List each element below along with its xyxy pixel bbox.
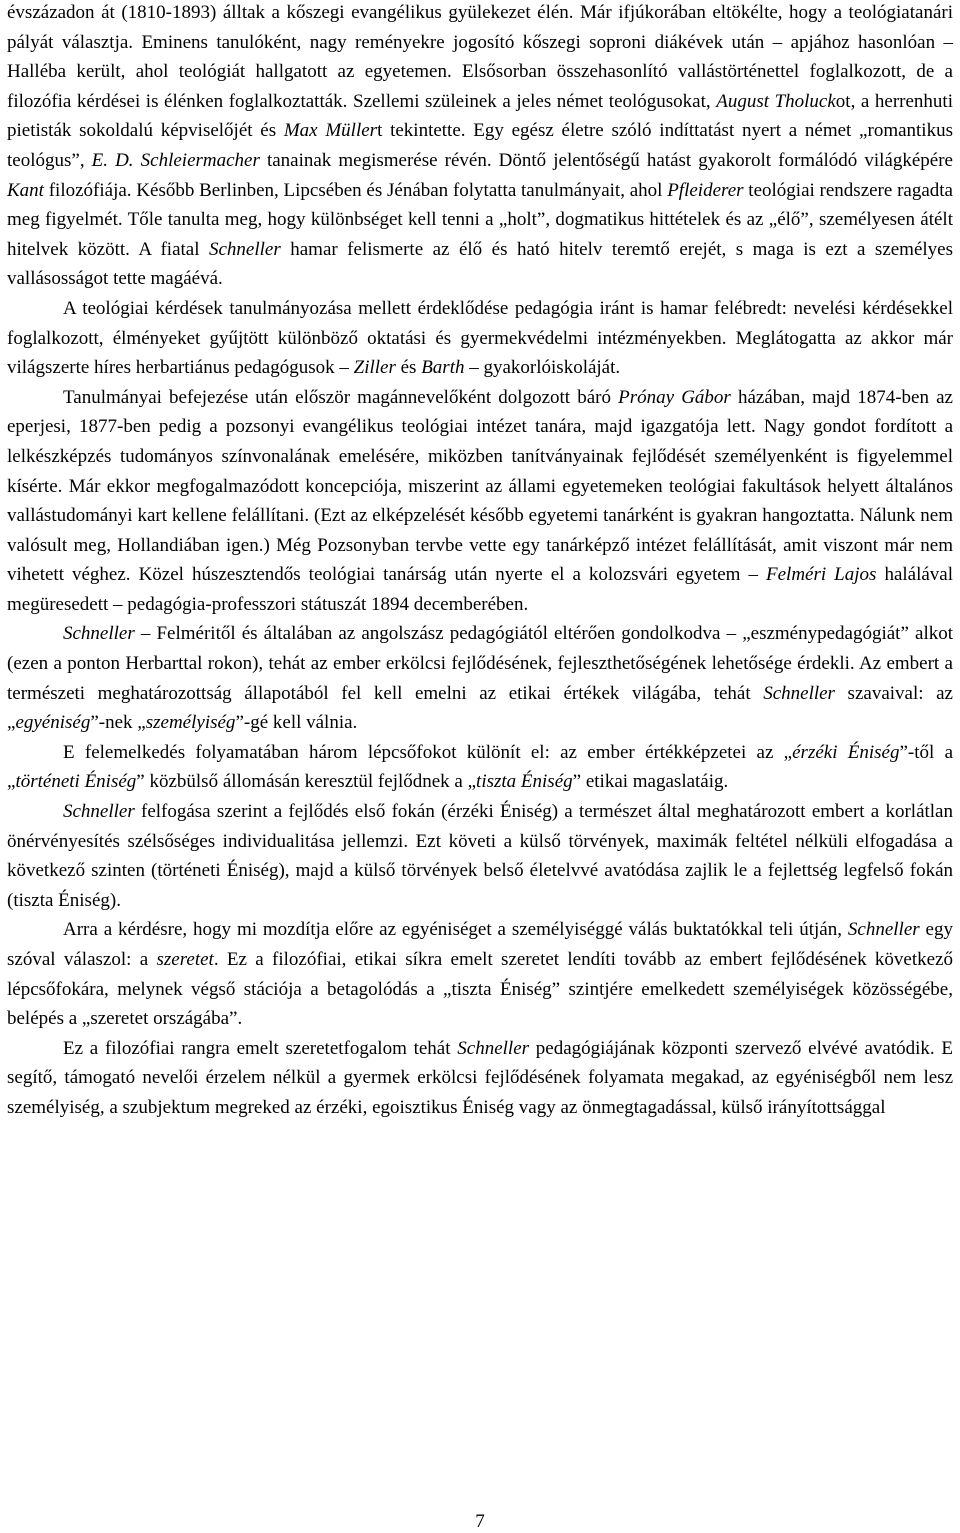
text-run: halálával megüresedett – pedagógia-professzori státuszát 1894 decemberében. — [7, 564, 954, 615]
italic-text: Kant — [7, 179, 44, 201]
text-run: Ez a filozófiai rangra emelt szeretetfogalom tehát — [63, 1037, 458, 1059]
text-run: ”-től a „ — [7, 741, 954, 793]
text-run: pedagógiájának központi szervező elvévé avatódik. E segítő, támogató nevelői érzelem nélkül a gyermek erkölcsi fejlődésének folyamata megakad, az egyéniségből nem lesz személyiség, a szubjektum megreked az érzéki, egoisztikus Éniség vagy az önmegtagadással, külső irányítottsággal — [7, 1037, 953, 1118]
text-run: filozófiája. Később Berlinben, Lipcsében és Jénában folytatta tanulmányait, ahol — [43, 179, 668, 201]
text-run: tanainak megismerése révén. Döntő jelentőségű hatást gyakorolt formálódó világképére — [259, 149, 953, 171]
text-run: ”-nek „ — [90, 712, 146, 734]
italic-text: Max Müller — [283, 120, 378, 142]
text-run: Arra a kérdésre, hogy mi mozdítja előre az egyéniséget a személyiséggé válás buktatókkal teli útján, — [63, 919, 848, 941]
text-run: t tekintette. Egy egész életre szóló indíttatást nyert a német „romantikus teológus”, — [7, 120, 953, 171]
paragraph — [7, 738, 953, 797]
italic-text: Schneller — [763, 682, 835, 704]
text-run: házában, majd 1874-ben az eperjesi, 1877-ben pedig a pozsonyi evangélikus teológiai intézet tanára, majd igazgatója lett. Nagy gondot fordított a lelkészképzés tudományos színvonalának emelésére, miközben tanítványainak fejlődését személyenként is figyelemmel kísérte. Már ekkor megfogalmazódott koncepciója, miszerint az állami egyetemeken teológiai fakultások helyett általános vallástudományi kart kellene felállítani. (Ezt az elképzelését később egyetemi tanárként is gyakran hangoztatta. Nálunk nem valósult meg, Hollandiában igen.) Még Pozsonyban tervbe vette egy tanárképző intézet felállítását, amit viszont már nem vihetett véghez. Közel húszesztendős teológiai tanárság után nyerte el a kolozsvári egyetem – — [7, 386, 953, 586]
italic-text: szeretet — [156, 949, 214, 970]
text-run: ” közbülső állomásán keresztül fejlődnek a „ — [136, 771, 477, 793]
italic-text: E. D. Schleiermacher — [91, 149, 260, 171]
italic-text: történeti Éniség — [15, 771, 137, 793]
text-run: teológiai rendszere ragadta meg figyelmét. Tőle tanulta meg, hogy különbséget kell tenni a „holt”, dogmatikus hittételek és az „élő”, személyesen átélt hitelvek között. A fiatal — [7, 179, 953, 260]
italic-text: Schneller — [457, 1037, 530, 1059]
text-run: . Ez a filozófiai, etikai síkra emelt szeretet lendíti tovább az embert fejlődésének következő lépcsőfokára, melynek végső stációja a betagolódás a „tiszta Éniség” szintjére emelkedett személyiségek közösségébe, belépés a „szeretet országába”. — [7, 949, 953, 1030]
italic-text: Prónay Gábor — [618, 386, 731, 408]
paragraph — [7, 0, 953, 294]
text-run: hamar felismerte az élő és ható hitelv teremtő erejét, s maga is ezt a személyes vallásosságot tette magáévá. — [7, 238, 954, 290]
text-run: – Felméritől és általában az angolszász pedagógiától eltérően gondolkodva – „eszménypedagógiát” alkot (ezen a ponton Herbarttal rokon), tehát az ember erkölcsi fejlődésének, fejleszthetőségének lehetősége érdekli. Az embert a természeti meghatározottság állapotából fel kell emelni az etikai értékek világába, tehát — [7, 623, 953, 704]
paragraph — [7, 383, 953, 620]
text-run: Tanulmányai befejezése után először magánnevelőként dolgozott báró — [63, 386, 619, 408]
text-run: ”-gé kell válnia. — [235, 712, 358, 734]
paragraph — [7, 294, 953, 383]
text-run: E felemelkedés folyamatában három lépcsőfokot különít el: az ember értékképzetei az „ — [63, 741, 793, 763]
page-number: 7 — [475, 1511, 485, 1532]
italic-text: Schneller — [847, 919, 920, 941]
italic-text: Ziller — [353, 357, 396, 379]
text-run: felfogása szerint a fejlődés első fokán (érzéki Éniség) a természet által meghatározott embert a korlátlan önérvényesítés szélsőséges individualitása jellemzi. Ezt követi a külső törvények, maximák feltétel nélküli elfogadása a következő szinten (történeti Éniség), majd a külső törvények belső életelvvé avatódása zajlik le a fejlettség legfelső fokán (tiszta Éniség). — [7, 801, 953, 911]
italic-text: egyéniség — [15, 712, 91, 734]
text-run: egy szóval válaszol: a — [7, 919, 953, 970]
italic-text: Schneller — [63, 623, 135, 645]
text-run: – gyakorlóiskoláját. — [464, 357, 621, 379]
paragraph — [7, 915, 953, 1033]
body-text — [7, 0, 953, 1123]
text-run: évszázadon át (1810-1893) álltak a kőszegi evangélikus gyülekezet élén. Már ifjúkorában eltökélte, hogy a teológiatanári pályát választja. Eminens tanulóként, nagy reményekre jogosító kőszegi soproni diákévek után – apjához hasonlóan – Halléba került, ahol teológiát hallgatott az egyetemen. Elsősorban összehasonlító vallástörténettel foglalkozott, de a filozófia kérdései is élénken foglalkoztatták. Szellemi szüleinek a jeles német teológusokat, — [7, 2, 953, 112]
text-run: A teológiai kérdések tanulmányozása mellett érdeklődése pedagógia iránt is hamar felébredt: nevelési kérdésekkel foglalkozott, élményeket gyűjtött különböző oktatási és gyermekvédelmi intézményekben. Meglátogatta az akkor már világszerte híres herbartiánus pedagógusok – — [7, 297, 953, 379]
text-run: szavaival: az „ — [7, 682, 953, 734]
italic-text: érzéki Éniség — [792, 741, 900, 763]
italic-text: Barth — [421, 357, 465, 379]
italic-text: Felméri Lajos — [766, 564, 877, 586]
italic-text: Pfleiderer — [667, 179, 744, 201]
italic-text: Schneller — [209, 238, 281, 260]
text-run: és — [395, 357, 422, 379]
paragraph — [7, 1034, 953, 1123]
italic-text: August Tholuck — [716, 90, 836, 112]
paragraph — [7, 797, 953, 915]
italic-text: Schneller — [63, 801, 135, 823]
text-run: ot, a herrenhuti pietisták sokoldalú képviselőjét és — [7, 90, 953, 142]
italic-text: személyiség — [145, 712, 236, 734]
text-run: ” etikai magaslatáig. — [572, 771, 729, 793]
italic-text: tiszta Éniség — [476, 771, 573, 793]
paragraph — [7, 619, 953, 737]
